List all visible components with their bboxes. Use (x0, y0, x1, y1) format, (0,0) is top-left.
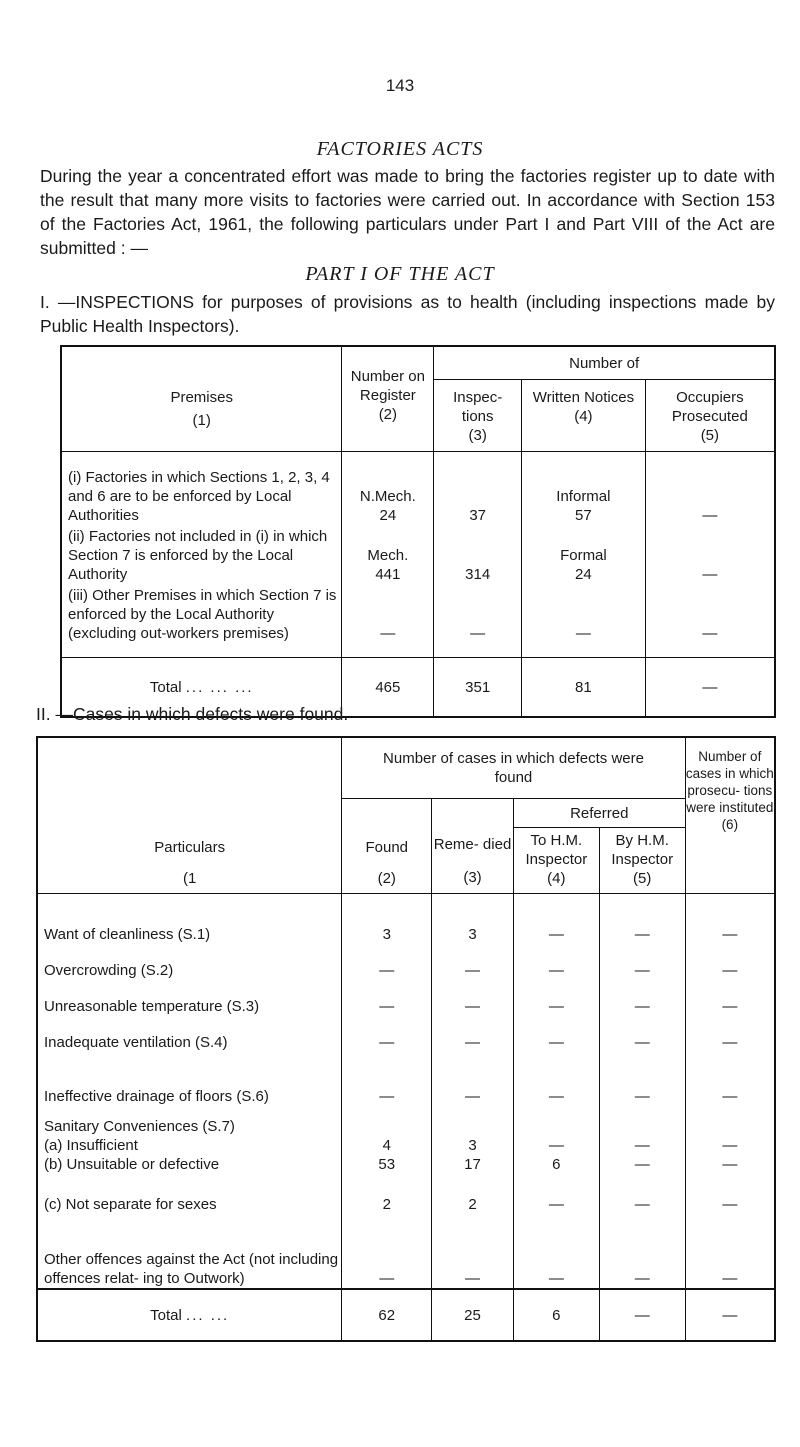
t2-row1-pros: — (685, 894, 775, 945)
row2-register-count: 441 (375, 566, 401, 583)
intro-paragraph: During the year a concentrated effort was made to bring the factories register up to date with the result that many more visits to factories were carried out. In accordance with Section 153 of the Factories Act, 1961, the following particulars under Part I and Part VIII of the Act are submitted : — (40, 166, 775, 258)
row3-written: — (522, 584, 646, 658)
table-row (37, 1174, 775, 1214)
t2-row1-by: — (599, 894, 685, 945)
t2-row8-label: (b) Unsuitable or defective (44, 1156, 220, 1173)
header-to-hm-text: To H.M. Inspector (525, 832, 588, 868)
t2-row3-to: — (513, 980, 599, 1016)
t2-row6-pros (685, 1106, 775, 1136)
header-particulars-text: Particulars (154, 839, 226, 856)
header-found-text: Found (365, 839, 409, 856)
header-inspections-num: (3) (468, 427, 487, 444)
table-row (37, 1214, 775, 1289)
table-row (37, 980, 775, 1016)
t2-row5-found: — (342, 1052, 432, 1106)
table-row (37, 1016, 775, 1052)
t2-row5-remedied: — (432, 1052, 514, 1106)
row1-inspections: 37 (434, 452, 522, 526)
total-written: 81 (522, 658, 646, 718)
t2-row10-found: — (342, 1214, 432, 1289)
header-found-num: (2) (377, 870, 396, 887)
table-row (61, 584, 775, 658)
table-row (37, 894, 775, 945)
header-to-hm (513, 828, 599, 894)
header-occupiers-text: Occupiers Prosecuted (671, 389, 748, 425)
row1-label: (i) Factories in which Sections 1, 2, 3, 4 and 6 are to be enforced by Local Authorities (68, 469, 330, 524)
section2-title: II. —Cases in which defects were found. (36, 704, 349, 724)
row1-written-type: Informal (556, 488, 611, 505)
t2-row9-label: (c) Not separate for sexes (44, 1196, 217, 1213)
t2-row6-to (513, 1106, 599, 1136)
t2-row10-remedied: — (432, 1214, 514, 1289)
t2-row1-remedied: 3 (432, 894, 514, 945)
header-particulars (37, 737, 342, 894)
t2-row4-remedied: — (432, 1016, 514, 1052)
row1-occupiers: — (645, 452, 775, 526)
row1-written-count: 57 (575, 507, 592, 524)
t2-row9-pros: — (685, 1174, 775, 1214)
t2-row2-found: — (342, 944, 432, 980)
t2-row7-label: (a) Insufficient (44, 1137, 138, 1154)
row3-occupiers: — (645, 584, 775, 658)
t2-row7-remedied: 3 (432, 1136, 514, 1155)
row2-occupiers: — (645, 525, 775, 584)
table-row (37, 1136, 775, 1155)
t2-row1-label: Want of cleanliness (S.1) (44, 926, 211, 943)
t2-row3-found: — (342, 980, 432, 1016)
t2-row7-found: 4 (342, 1136, 432, 1155)
t2-row5-by: — (599, 1052, 685, 1106)
header-written (522, 380, 646, 452)
row2-label: (ii) Factories not included in (i) in which Section 7 is enforced by the Local Authority (68, 528, 328, 583)
row1-register-type: N.Mech. (359, 488, 416, 505)
header-inspections (434, 380, 522, 452)
header-by-hm (599, 828, 685, 894)
t2-row8-remedied: 17 (432, 1155, 514, 1174)
t2-total-label (37, 1289, 342, 1341)
header-written-text: Written Notices (532, 389, 635, 406)
t2-row7-pros: — (685, 1136, 775, 1155)
t2-row2-remedied: — (432, 944, 514, 980)
header-premises-text: Premises (170, 389, 233, 406)
header-register (342, 346, 434, 452)
total-label-text: Total (149, 678, 182, 696)
t2-row4-label: Inadequate ventilation (S.4) (44, 1034, 228, 1051)
header-number-cases: Number of cases in which defects were found (342, 737, 685, 799)
t2-row4-found: — (342, 1016, 432, 1052)
header-premises-num: (1) (192, 412, 211, 429)
t2-row8-by: — (599, 1155, 685, 1174)
t2-total-pros: — (685, 1289, 775, 1341)
t2-row1-found: 3 (342, 894, 432, 945)
t2-row5-to: — (513, 1052, 599, 1106)
header-written-num: (4) (574, 408, 593, 425)
t2-row10-label: Other offences against the Act (not including offences relat- ing to Outwork) (44, 1251, 339, 1287)
header-prosecutions-num: (6) (721, 817, 739, 832)
header-found (342, 799, 432, 894)
row2-written (522, 525, 646, 584)
t2-row4-pros: — (685, 1016, 775, 1052)
t2-row8-to: 6 (513, 1155, 599, 1174)
heading-part-one: PART I OF THE ACT (305, 263, 495, 285)
row3-register: — (342, 584, 434, 658)
table-row (61, 525, 775, 584)
t2-row8-pros: — (685, 1155, 775, 1174)
t2-row6-label: Sanitary Conveniences (S.7) (44, 1118, 235, 1135)
header-inspections-text: Inspec- tions (453, 389, 503, 425)
row2-inspections: 314 (434, 525, 522, 584)
t2-row8-found: 53 (342, 1155, 432, 1174)
header-register-text: Number on Register (350, 368, 425, 404)
header-remedied-text: Reme- died (433, 836, 512, 853)
t2-row2-label: Overcrowding (S.2) (44, 962, 174, 979)
t2-row10-by: — (599, 1214, 685, 1289)
header-prosecutions-text: Number of cases in which prosecu- tions were instituted (685, 749, 774, 815)
header-by-hm-text: By H.M. Inspector (611, 832, 674, 868)
row3-label: (iii) Other Premises in which Section 7 is enforced by the Local Authority (excluding out-workers premises) (61, 584, 342, 658)
total-occupiers: — (645, 658, 775, 718)
t2-row4-by: — (599, 1016, 685, 1052)
t2-total-found: 62 (342, 1289, 432, 1341)
t2-row3-label: Unreasonable temperature (S.3) (44, 998, 260, 1015)
header-remedied-num: (3) (463, 869, 482, 886)
header-occupiers (645, 380, 775, 452)
t2-row1-to: — (513, 894, 599, 945)
inspections-table (60, 345, 776, 718)
table-row (37, 944, 775, 980)
t2-row6-remedied (432, 1106, 514, 1136)
t2-row10-pros: — (685, 1214, 775, 1289)
header-number-of: Number of (434, 346, 775, 380)
t2-row9-to: — (513, 1174, 599, 1214)
total-row (37, 1289, 775, 1341)
section1-title: I. —INSPECTIONS for purposes of provisions as to health (including inspections made by Public Health Inspectors). (40, 292, 775, 336)
leader-dots: ... ... (186, 1306, 230, 1324)
t2-total-label-text: Total (150, 1306, 182, 1324)
t2-row3-remedied: — (432, 980, 514, 1016)
row3-inspections: — (434, 584, 522, 658)
table-row (37, 1106, 775, 1136)
t2-row7-by: — (599, 1136, 685, 1155)
header-to-hm-num: (4) (547, 870, 566, 887)
t2-row5-label: Ineffective drainage of floors (S.6) (44, 1088, 269, 1105)
header-referred: Referred (513, 799, 685, 828)
total-inspections: 351 (434, 658, 522, 718)
t2-row5-pros: — (685, 1052, 775, 1106)
row2-written-type: Formal (560, 547, 607, 564)
t2-row2-pros: — (685, 944, 775, 980)
header-occupiers-num: (5) (700, 427, 720, 444)
t2-row10-to: — (513, 1214, 599, 1289)
defects-table (36, 736, 776, 1342)
t2-row3-by: — (599, 980, 685, 1016)
header-particulars-num: (1 (183, 870, 197, 887)
t2-total-by: — (599, 1289, 685, 1341)
t2-row2-to: — (513, 944, 599, 980)
header-by-hm-num: (5) (633, 870, 652, 887)
t2-total-to: 6 (513, 1289, 599, 1341)
table-row (37, 1052, 775, 1106)
t2-row3-pros: — (685, 980, 775, 1016)
t2-row6-by (599, 1106, 685, 1136)
row2-register (342, 525, 434, 584)
heading-factories-acts: FACTORIES ACTS (316, 138, 484, 160)
row2-written-count: 24 (575, 566, 592, 583)
t2-row7-to: — (513, 1136, 599, 1155)
total-register: 465 (342, 658, 434, 718)
page-number: 143 (385, 76, 415, 95)
header-premises (61, 346, 342, 452)
t2-row9-remedied: 2 (432, 1174, 514, 1214)
t2-row2-by: — (599, 944, 685, 980)
row2-register-type: Mech. (367, 547, 409, 564)
t2-row6-found (342, 1106, 432, 1136)
row1-written (522, 452, 646, 526)
header-remedied (432, 799, 514, 894)
t2-total-remedied: 25 (432, 1289, 514, 1341)
row1-register (342, 452, 434, 526)
row1-register-count: 24 (379, 507, 397, 524)
table-row (61, 452, 775, 526)
table-row (37, 1155, 775, 1174)
t2-row4-to: — (513, 1016, 599, 1052)
header-register-num: (2) (378, 406, 398, 423)
header-prosecutions (685, 737, 775, 894)
t2-row9-by: — (599, 1174, 685, 1214)
leader-dots: ... ... ... (185, 678, 254, 696)
t2-row9-found: 2 (342, 1174, 432, 1214)
